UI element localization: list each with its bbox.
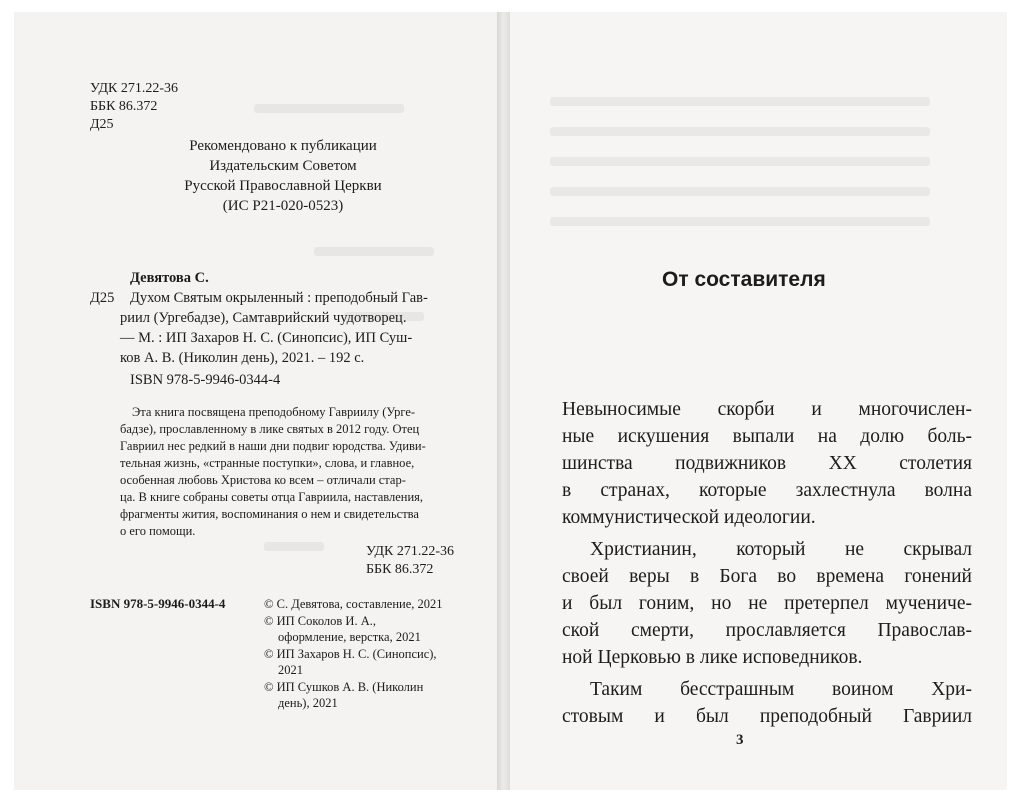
isbn-bold: ISBN 978-5-9946-0344-4 [90,596,226,611]
entry-line: риил (Ургебадзе), Самтаврийский чудотворец. [120,310,407,326]
annotation-line: Эта книга посвящена преподобному Гавриилу (Урге- [132,405,416,419]
paragraph-line: Невыносимые скорби и многочислен- [562,399,972,420]
annotation-line: тельная жизнь, «странные поступки», слова, и главное, [120,456,415,470]
entry-line: Духом Святым окрыленный : преподобный Гав- [130,290,428,306]
entry-description-cont [120,308,412,368]
chapter-heading: От составителя [662,268,826,291]
annotation-line: о его помощи. [120,524,196,538]
entry-isbn: ISBN 978-5-9946-0344-4 [130,372,281,388]
recommendation-line: Издательским Советом [209,158,357,174]
recommendation-line: (ИС Р21-020-0523) [222,198,344,214]
paragraph-line: шинства подвижников XX столетия [562,453,972,474]
copyright-line: © ИП Сушков А. В. (Николин [264,679,424,694]
udk-code: УДК 271.22-36 [366,544,455,559]
left-page [14,12,498,790]
copyright-block [264,596,443,712]
entry-author: Девятова С. [130,270,209,286]
paragraph-line: Таким бесстрашным воином Хри- [590,679,972,700]
annotation-line: фрагменты жития, воспоминания о нем и свидетельства [120,507,419,521]
annotation-line: особенная любовь Христова ко всем – отличали стар- [120,473,406,487]
annotation [120,404,426,540]
paragraph-line: коммунистической идеологии. [562,507,816,528]
book-gutter [497,12,510,790]
entry-line: ков А. В. (Николин день), 2021. – 192 с. [120,350,365,366]
paragraph-line: в странах, которые захлестнула волна [562,480,972,501]
udk-block [90,80,178,134]
paragraph-line: ной Церковью в лике исповедников. [562,647,863,668]
recommendation-block [168,136,398,216]
entry-line: — М. : ИП Захаров Н. С. (Синопсис), ИП Суш- [120,330,413,346]
udk-block-2 [366,543,454,579]
copyright-line: © С. Девятова, составление, 2021 [264,597,443,611]
recommendation-line: Рекомендовано к публикации [189,138,377,154]
recommendation-line: Русской Православной Церкви [184,178,382,194]
udk-code: УДК 271.22-36 [90,81,179,96]
annotation-line: ца. В книге собраны советы отца Гавриила, наставления, [120,490,424,504]
bbk-code: ББК 86.372 [366,562,434,577]
paragraph-line: стовым и был преподобный Гавриил [562,706,972,727]
copyright-line: день), 2021 [278,696,338,710]
paragraph-line: своей веры в Бога во времена гонений [562,566,972,587]
entry-description [130,288,428,308]
bbk-code: ББК 86.372 [90,99,158,114]
paragraph-line: ской смерти, прославляется Православ- [562,620,972,641]
paragraph-line: ные искушения выпали на долю боль- [562,426,972,447]
paragraph-line: и был гоним, но не претерпел мучениче- [562,593,972,614]
copyright-line: © ИП Соколов И. А., [264,613,376,628]
copyright-line: 2021 [278,663,303,677]
entry-code: Д25 [90,290,115,306]
page-number: 3 [736,732,744,748]
annotation-line: бадзе), прославленному в лике святых в 2012 году. Отец [120,422,420,436]
right-page [510,12,1007,790]
author-mark: Д25 [90,117,114,132]
annotation-line: Гавриил нес редкий в наши дни подвиг юродства. Удиви- [120,439,426,453]
copyright-line: © ИП Захаров Н. С. (Синопсис), [264,646,437,661]
copyright-line: оформление, верстка, 2021 [278,630,421,644]
paragraph-line: Христианин, который не скрывал [590,539,972,560]
